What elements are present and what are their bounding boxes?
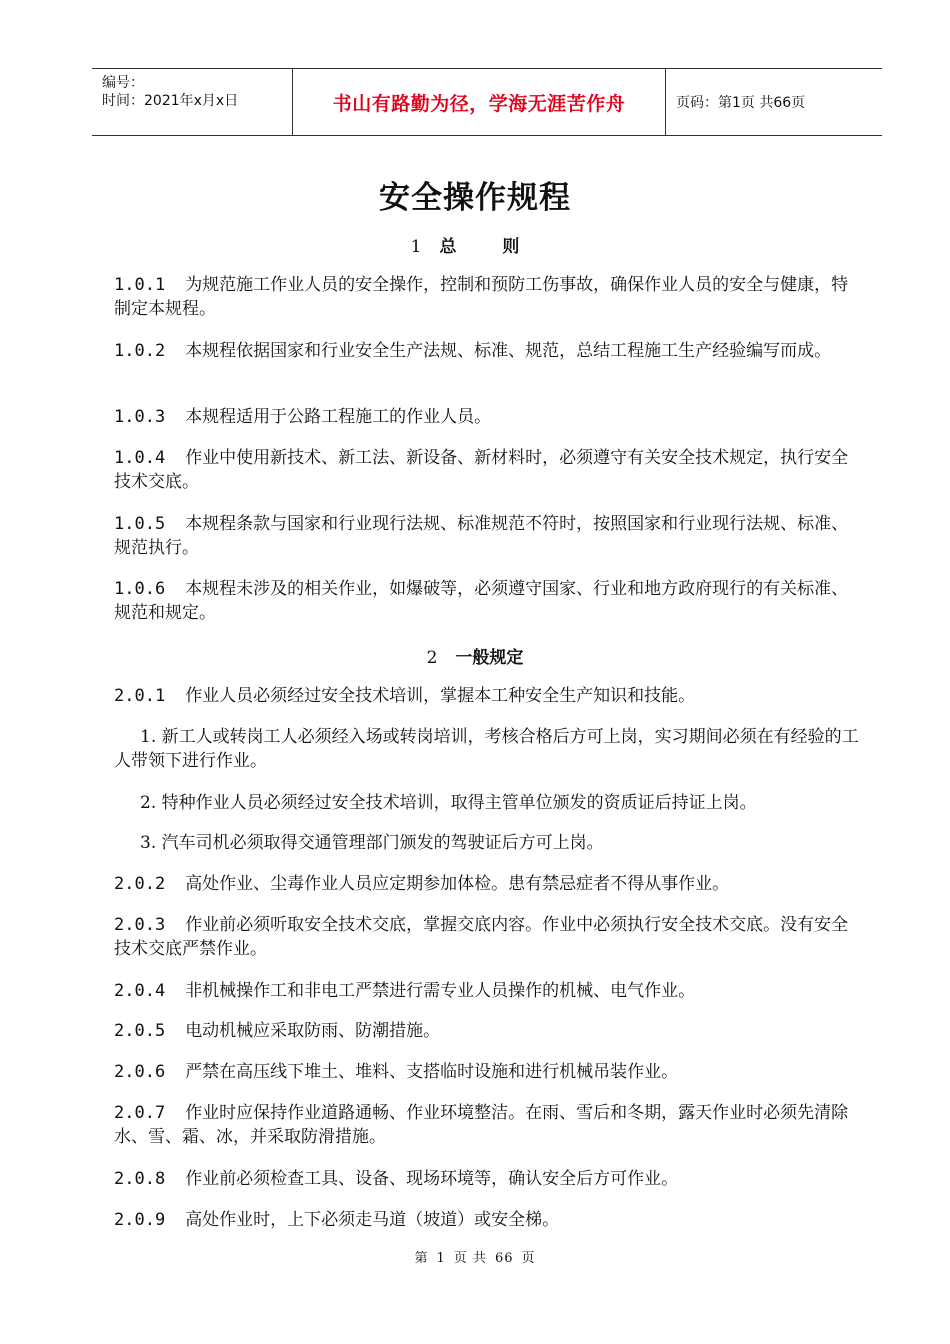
clause-1-0-5 (114, 512, 862, 560)
section-heading-1 (0, 232, 950, 257)
page-header (92, 68, 882, 136)
section-title: 总 则 (439, 237, 540, 257)
header-page-info: 页码：第1页 共66页 (676, 95, 806, 111)
section-heading-2 (0, 643, 950, 668)
clause-text: 本规程依据国家和行业安全生产法规、标准、规范，总结工程施工生产经验编写而成。 (185, 341, 832, 361)
clause-code: 1.0.6 (114, 579, 166, 599)
clause-code: 2.0.6 (114, 1062, 166, 1082)
clause-1-0-3 (114, 405, 862, 429)
footer-page-number: 1 (436, 1251, 446, 1266)
footer-middle: 页 共 (453, 1251, 487, 1266)
clause-2-0-1 (114, 684, 862, 708)
clause-2-0-9 (114, 1208, 862, 1232)
clause-2-0-5 (114, 1019, 862, 1043)
clause-2-0-4 (114, 979, 862, 1003)
clause-code: 2.0.1 (114, 686, 166, 706)
section-number: 2 (426, 648, 438, 668)
clause-text: 严禁在高压线下堆土、堆料、支搭临时设施和进行机械吊装作业。 (185, 1062, 679, 1082)
clause-code: 2.0.4 (114, 981, 166, 1001)
footer-suffix: 页 (521, 1251, 536, 1266)
clause-text: 作业时应保持作业道路通畅、作业环境整洁。在雨、雪后和冬期，露天作业时必须先清除水、雪、霜、冰，并采取防滑措施。 (114, 1103, 849, 1147)
clause-code: 1.0.5 (114, 514, 166, 534)
clause-text: 为规范施工作业人员的安全操作，控制和预防工伤事故，确保作业人员的安全与健康，特制定本规程。 (114, 275, 849, 319)
clause-2-0-8 (114, 1167, 862, 1191)
clause-code: 1.0.4 (114, 448, 166, 468)
clause-text: 作业前必须听取安全技术交底，掌握交底内容。作业中必须执行安全技术交底。没有安全技术交底严禁作业。 (114, 915, 849, 959)
clause-text: 本规程条款与国家和行业现行法规、标准规范不符时，按照国家和行业现行法规、标准、规范执行。 (114, 514, 849, 558)
sub-item-2 (114, 791, 862, 815)
clause-code: 1.0.2 (114, 341, 166, 361)
document-title: 安全操作规程 (379, 180, 571, 216)
clause-2-0-2 (114, 872, 862, 896)
clause-text: 作业人员必须经过安全技术培训，掌握本工种安全生产知识和技能。 (185, 686, 696, 706)
clause-code: 2.0.2 (114, 874, 166, 894)
clause-text: 非机械操作工和非电工严禁进行需专业人员操作的机械、电气作业。 (185, 981, 696, 1001)
clause-code: 2.0.9 (114, 1210, 166, 1230)
clause-text: 高处作业时，上下必须走马道（坡道）或安全梯。 (185, 1210, 560, 1230)
clause-1-0-6 (114, 577, 862, 625)
header-page-cell (666, 69, 882, 135)
clause-code: 2.0.5 (114, 1021, 166, 1041)
clause-text: 本规程适用于公路工程施工的作业人员。 (185, 407, 492, 427)
clause-code: 2.0.7 (114, 1103, 166, 1123)
clause-code: 2.0.8 (114, 1169, 166, 1189)
clause-text: 作业前必须检查工具、设备、现场环境等，确认安全后方可作业。 (185, 1169, 679, 1189)
clause-code: 1.0.1 (114, 275, 166, 295)
section-number: 1 (410, 237, 422, 257)
clause-1-0-1 (114, 273, 862, 321)
clause-1-0-4 (114, 446, 862, 494)
clause-code: 2.0.3 (114, 915, 166, 935)
section-title: 一般规定 (455, 648, 524, 668)
clause-text: 本规程未涉及的相关作业，如爆破等，必须遵守国家、行业和地方政府现行的有关标准、规范和规定。 (114, 579, 849, 623)
clause-2-0-6 (114, 1060, 862, 1084)
clause-text: 高处作业、尘毒作业人员应定期参加体检。患有禁忌症者不得从事作业。 (185, 874, 730, 894)
clause-2-0-7 (114, 1101, 862, 1149)
page-footer (0, 1247, 950, 1266)
document-date: 时间：2021年x月x日 (102, 93, 239, 109)
header-motto-cell (293, 69, 666, 135)
sub-item-3 (114, 831, 862, 855)
footer-prefix: 第 (414, 1251, 429, 1266)
footer-total-pages: 66 (494, 1251, 514, 1266)
sub-item-1 (114, 725, 862, 773)
clause-1-0-2 (114, 339, 862, 363)
clause-code: 1.0.3 (114, 407, 166, 427)
sub-item-text: 2. 特种作业人员必须经过安全技术培训，取得主管单位颁发的资质证后持证上岗。 (140, 793, 757, 813)
clause-text: 电动机械应采取防雨、防潮措施。 (185, 1021, 441, 1041)
sub-item-text: 3. 汽车司机必须取得交通管理部门颁发的驾驶证后方可上岗。 (140, 833, 604, 853)
document-number-label: 编号： (102, 75, 144, 91)
clause-2-0-3 (114, 913, 862, 961)
clause-text: 作业中使用新技术、新工法、新设备、新材料时，必须遵守有关安全技术规定，执行安全技术交底。 (114, 448, 849, 492)
sub-item-text: 1. 新工人或转岗工人必须经入场或转岗培训，考核合格后方可上岗，实习期间必须在有经验的工人带领下进行作业。 (114, 727, 859, 771)
header-meta-cell (92, 69, 293, 135)
header-motto: 书山有路勤为径，学海无涯苦作舟 (332, 92, 626, 115)
